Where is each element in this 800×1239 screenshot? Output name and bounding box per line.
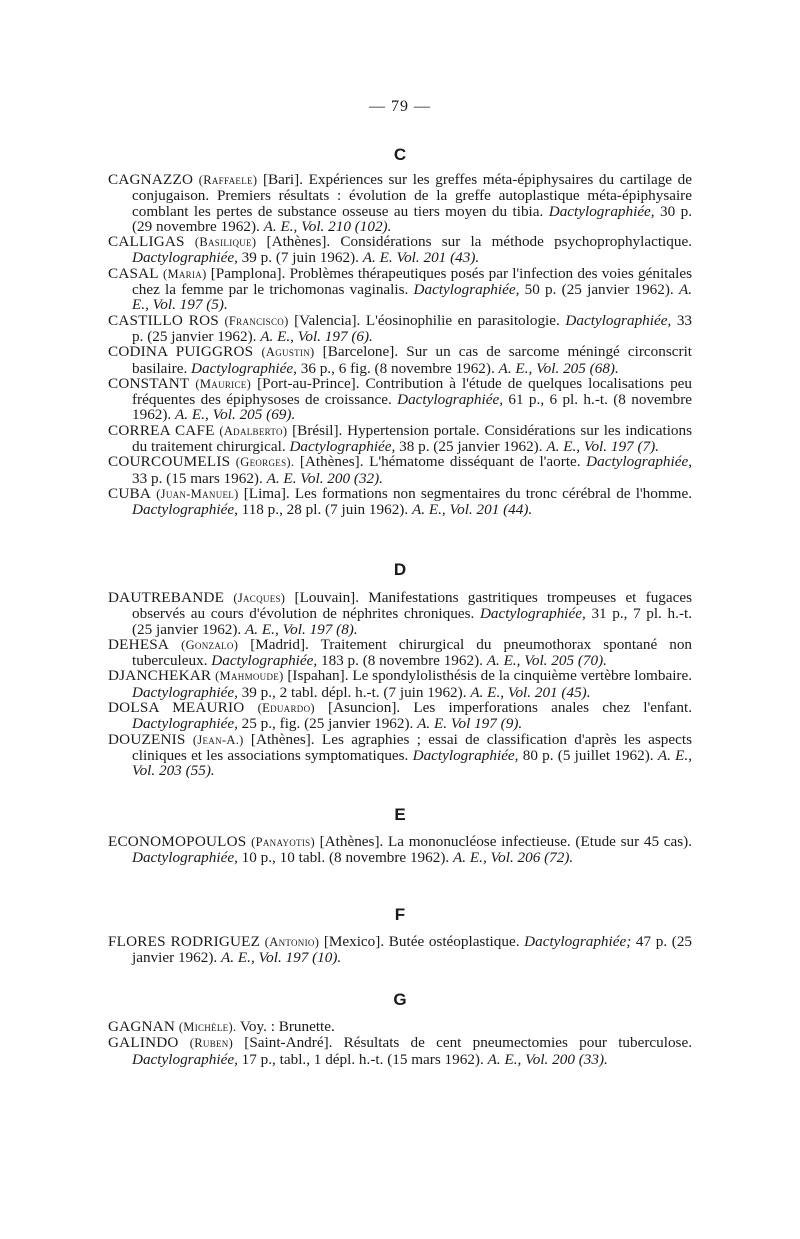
section-c-entries xyxy=(108,172,692,518)
bibliography-entry: DOUZENIS (Jean-A.) [Athènes]. Les agraphies ; essai de classification d'après les aspects cliniques et les associations symptomatiques. Dactylographiée, 80 p. (5 juillet 1962). A. E., Vol. 203 (55). xyxy=(108,730,693,780)
bibliography-entry: CONSTANT (Maurice) [Port-au-Prince]. Contribution à l'étude de quelques localisations peu fréquentes des épiphysoses de croissance. Dactylographiée, 61 p., 6 pl. h.-t. (8 novembre 1962). A. E., Vol. 205 (69). xyxy=(108,374,693,424)
bibliography-entry: DAUTREBANDE (Jacques) [Louvain]. Manifestations gastritiques trompeuses et fugaces observés au cours d'évolution de néphrites chroniques. Dactylographiée, 31 p., 7 pl. h.-t. (25 janvier 1962). A. E., Vol. 197 (8). xyxy=(108,589,693,638)
section-letter-g: G xyxy=(393,990,407,1009)
bibliography-entry: DJANCHEKAR (Mahmoude) [Ispahan]. Le spondylolisthésis de la cinquième vertèbre lombaire. Dactylographiée, 39 p., 2 tabl. dépl. h.-t. (7 juin 1962). A. E., Vol. 201 (45). xyxy=(108,667,693,701)
bibliography-entry: GALINDO (Ruben) [Saint-André]. Résultats de cent pneumectomies pour tuberculose. Dactylographiée, 17 p., tabl., 1 dépl. h.-t. (15 mars 1962). A. E., Vol. 200 (33). xyxy=(108,1034,692,1068)
bibliography-entry: CORREA CAFE (Adalberto) [Brésil]. Hypertension portale. Considérations sur les indications du traitement chirurgical. Dactylographiée, 38 p. (25 janvier 1962). A. E., Vol. 197 (7). xyxy=(108,421,693,456)
bibliography-entry: DOLSA MEAURIO (Eduardo) [Asuncion]. Les imperforations anales chez l'enfant. Dactylographiée, 25 p., fig. (25 janvier 1962). A. E. Vol 197 (9). xyxy=(108,699,692,733)
section-g-entries xyxy=(108,1019,692,1067)
bibliography-entry: DEHESA (Gonzalo) [Madrid]. Traitement chirurgical du pneumothorax spontané non tuberculeux. Dactylographiée, 183 p. (8 novembre 1962). A. E., Vol. 205 (70). xyxy=(108,635,693,670)
section-f-entries xyxy=(108,934,692,966)
bibliography-entry: CUBA (Juan-Manuel) [Lima]. Les formations non segmentaires du tronc cérébral de l'homme. Dactylographiée, 118 p., 28 pl. (7 juin 1962). A. E., Vol. 201 (44). xyxy=(108,484,693,519)
bibliography-entry: CALLIGAS (Basilique) [Athènes]. Considérations sur la méthode psychoprophylactique. Dactylographiée, 39 p. (7 juin 1962). A. E. Vol. 201 (43). xyxy=(108,233,692,267)
section-e-entries xyxy=(108,834,692,866)
section-letter-c: C xyxy=(393,145,407,164)
bibliography-entry: CODINA PUIGGROS (Agustin) [Barcelone]. Sur un cas de sarcome méningé circonscrit basilaire. Dactylographiée, 36 p., 6 fig. (8 novembre 1962). A. E., Vol. 205 (68). xyxy=(108,343,693,377)
bibliography-entry: CAGNAZZO (Raffaele) [Bari]. Expériences sur les greffes méta-épiphysaires du cartilage de conjugaison. Premiers résultats : évolution de la greffe autoplastique méta-épiphysaire comblant les pertes de substance osseuse au tiers moyen du tibia. Dactylographiée, 30 p. (29 novembre 1962). A. E., Vol. 210 (102). xyxy=(108,171,693,235)
page-number: — 79 — xyxy=(369,98,431,115)
section-d-entries xyxy=(108,590,692,779)
section-letter-d: D xyxy=(393,560,407,579)
bibliography-entry: FLORES RODRIGUEZ (Antonio) [Mexico]. Butée ostéoplastique. Dactylographiée; 47 p. (25 janvier 1962). A. E., Vol. 197 (10). xyxy=(108,933,693,967)
bibliography-entry: CASTILLO ROS (Francisco) [Valencia]. L'éosinophilie en parasitologie. Dactylographiée, 33 p. (25 janvier 1962). A. E., Vol. 197 (6). xyxy=(108,311,693,345)
bibliography-entry: CASAL (Maria) [Pamplona]. Problèmes thérapeutiques posés par l'infection des voies génitales chez la femme par le trichomonas vaginalis. Dactylographiée, 50 p. (25 janvier 1962). A. E., Vol. 197 (5). xyxy=(108,264,693,314)
bibliography-entry: GAGNAN (Michèle). Voy. : Brunette. xyxy=(108,1018,335,1035)
section-letter-e: E xyxy=(394,805,406,824)
bibliography-entry: ECONOMOPOULOS (Panayotis) [Athènes]. La mononucléose infectieuse. (Etude sur 45 cas). Dactylographiée, 10 p., 10 tabl. (8 novembre 1962). A. E., Vol. 206 (72). xyxy=(108,833,693,867)
bibliography-entry: COURCOUMELIS (Georges). [Athènes]. L'hématome disséquant de l'aorte. Dactylographiée, 33 p. (15 mars 1962). A. E. Vol. 200 (32). xyxy=(108,453,693,487)
section-letter-f: F xyxy=(394,905,406,924)
